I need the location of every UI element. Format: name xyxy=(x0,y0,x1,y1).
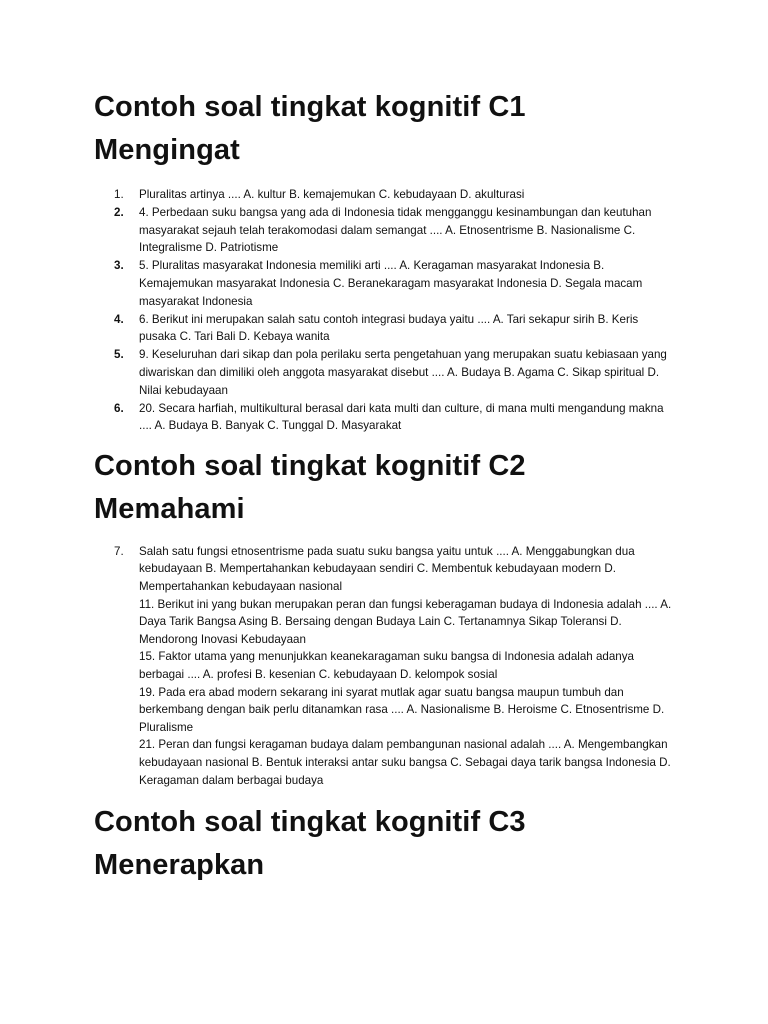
list-item-text: Pluralitas artinya .... A. kultur B. kemajemukan C. kebudayaan D. akulturasi xyxy=(139,188,525,201)
list-item xyxy=(94,257,672,310)
section-c2-heading: Contoh soal tingkat kognitif C2 Memahami xyxy=(94,449,526,525)
list-item-number: 4. xyxy=(114,312,124,326)
list-item xyxy=(94,204,672,257)
section-c3-heading: Contoh soal tingkat kognitif C3 Menerapkan xyxy=(94,806,526,882)
section-c2-question-block xyxy=(94,543,672,789)
list-item-number: 6. xyxy=(114,401,124,415)
list-item xyxy=(94,346,672,399)
question-paragraph: 15. Faktor utama yang menunjukkan keanekaragaman suku bangsa di Indonesia adalah adanya berbagai .... A. profesi B. kesenian C. kebudayaan D. kelompok sosial xyxy=(139,650,635,681)
list-item-text: 4. Perbedaan suku bangsa yang ada di Indonesia tidak mengganggu kesinambungan dan keutuhan masyarakat sejauh telah terakomodasi dalam semangat .... A. Etnosentrisme B. Nasionalisme C. Integralisme D. Patriotisme xyxy=(139,206,652,255)
list-item xyxy=(94,543,672,596)
list-item-number: 7. xyxy=(114,544,124,558)
list-item xyxy=(94,400,672,435)
list-item-text: 9. Keseluruhan dari sikap dan pola perilaku serta pengetahuan yang merupakan suatu kebiasaan yang diwariskan dan dimiliki oleh anggota masyarakat disebut .... A. Budaya B. Agama C. Sikap spiritual D. Nilai kebudayaan xyxy=(139,348,667,397)
list-item-text: 6. Berikut ini merupakan salah satu contoh integrasi budaya yaitu .... A. Tari sekapur sirih B. Keris pusaka C. Tari Bali D. Kebaya wanita xyxy=(139,312,639,344)
list-item-text: Salah satu fungsi etnosentrisme pada suatu suku bangsa yaitu untuk .... A. Menggabungkan dua kebudayaan B. Mempertahankan kebudayaan sendiri C. Membentuk kebudayaan modern D. Mempertahankan kebudayaan nasional xyxy=(139,544,635,593)
question-paragraph: 19. Pada era abad modern sekarang ini syarat mutlak agar suatu bangsa maupun tumbuh dan berkembang dengan baik perlu ditanamkan rasa .... A. Nasionalisme B. Heroisme C. Etnosentrisme D. Pluralisme xyxy=(139,685,665,734)
section-c1-question-list xyxy=(94,186,672,435)
list-item-number: 3. xyxy=(114,259,124,273)
list-item-text: 20. Secara harfiah, multikultural berasal dari kata multi dan culture, di mana multi mengandung makna .... A. Budaya B. Banyak C. Tunggal D. Masyarakat xyxy=(139,401,664,433)
question-paragraph: 21. Peran dan fungsi keragaman budaya dalam pembangunan nasional adalah .... A. Mengembangkan kebudayaan nasional B. Bentuk interaksi antar suku bangsa C. Sebagai daya tarik bangsa Indonesia D. Keragaman dalam berbagai budaya xyxy=(139,738,671,787)
list-item xyxy=(94,186,672,204)
list-item-number: 1. xyxy=(114,188,124,201)
list-item-text: 5. Pluralitas masyarakat Indonesia memiliki arti .... A. Keragaman masyarakat Indonesia B. Kemajemukan masyarakat Indonesia C. Beranekaragam masyarakat Indonesia D. Segala macam masyarakat Indonesia xyxy=(139,259,643,308)
section-c1-heading: Contoh soal tingkat kognitif C1 Mengingat xyxy=(94,91,526,166)
question-paragraph: 11. Berikut ini yang bukan merupakan peran dan fungsi keberagaman budaya di Indonesia adalah .... A. Daya Tarik Bangsa Asing B. Bersaing dengan Budaya Lain C. Tertanamnya Sikap Toleransi D. Mendorong Inovasi Kebudayaan xyxy=(139,597,672,646)
list-item-number: 2. xyxy=(114,206,124,220)
list-item-number: 5. xyxy=(114,348,124,362)
list-item xyxy=(94,311,672,346)
